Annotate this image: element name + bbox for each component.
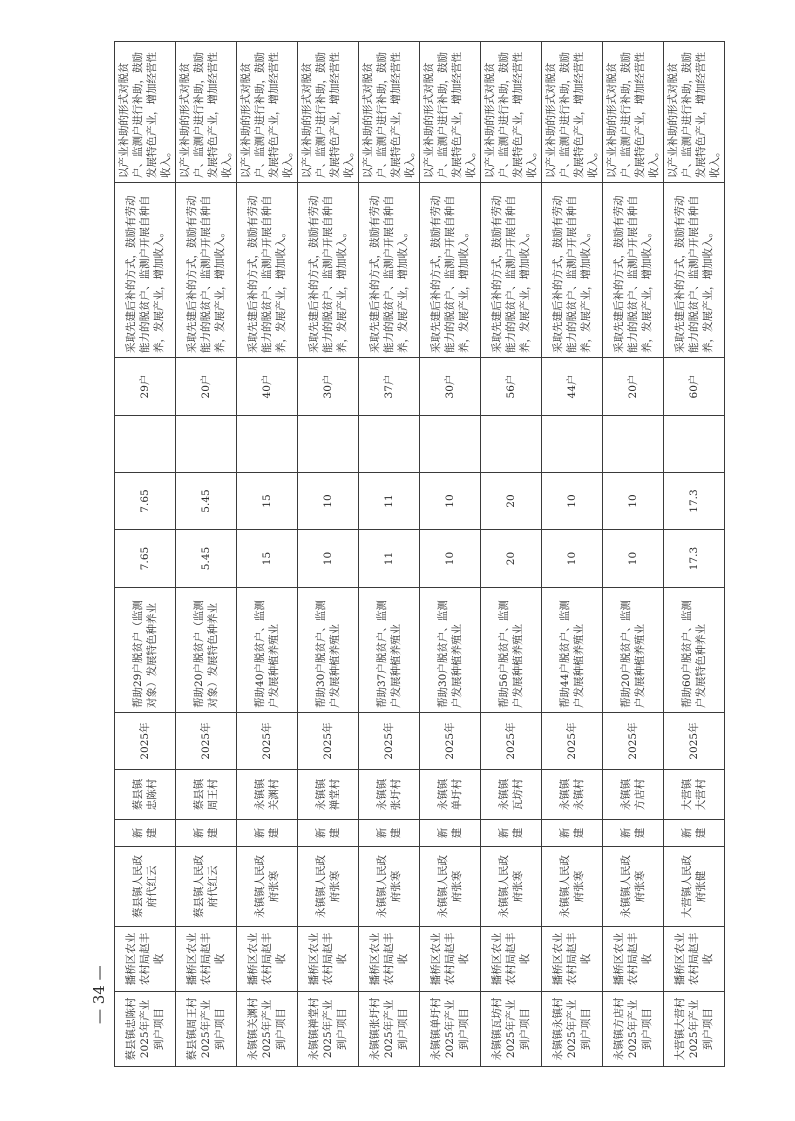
cell-content: 帮助20户脱贫户、监测户发展种植养殖业 <box>603 588 664 713</box>
cell-fund: 15 <box>237 473 298 530</box>
cell-content: 帮助20户脱贫户（监测对象）发展特色种养业 <box>176 588 237 713</box>
cell-type: 新建 <box>542 820 603 847</box>
cell-type: 新建 <box>298 820 359 847</box>
cell-unit: 永镇镇人民政府张寒 <box>237 847 298 927</box>
cell-year: 2025年 <box>176 713 237 770</box>
cell-location: 永镇镇瓦坊村 <box>481 770 542 820</box>
cell-fund: 10 <box>603 473 664 530</box>
cell-goal: 以产业补助的形式对脱贫户、监测户进行补助，鼓励发展特色产业，增加经营性收入。 <box>359 42 420 183</box>
cell-other <box>603 416 664 473</box>
cell-year: 2025年 <box>603 713 664 770</box>
cell-project: 大营镇大营村2025年产业到户项目 <box>664 992 725 1067</box>
cell-project: 永镇镇永镇村2025年产业到户项目 <box>542 992 603 1067</box>
cell-mechanism: 采取先建后补的方式，鼓励有劳动能力的脱贫户、监测户开展自种自养，发展产业，增加收入。 <box>359 183 420 358</box>
cell-households: 20户 <box>603 358 664 416</box>
cell-fund: 5.45 <box>176 473 237 530</box>
cell-dept: 播桥区农业农村局赵丰收 <box>603 927 664 992</box>
cell-dept: 播桥区农业农村局赵丰收 <box>664 927 725 992</box>
cell-type: 新建 <box>664 820 725 847</box>
cell-households: 29户 <box>115 358 176 416</box>
cell-households: 40户 <box>237 358 298 416</box>
cell-goal: 以产业补助的形式对脱贫户、监测户进行补助，鼓励发展特色产业，增加经营性收入。 <box>542 42 603 183</box>
cell-households: 37户 <box>359 358 420 416</box>
cell-total: 7.65 <box>115 530 176 588</box>
cell-type: 新建 <box>237 820 298 847</box>
cell-dept: 播桥区农业农村局赵丰收 <box>115 927 176 992</box>
cell-content: 帮助30户脱贫户、监测户发展种植养殖业 <box>420 588 481 713</box>
table-row <box>603 42 664 1067</box>
cell-mechanism: 采取先建后补的方式，鼓励有劳动能力的脱贫户、监测户开展自种自养，发展产业，增加收入。 <box>237 183 298 358</box>
cell-other <box>115 416 176 473</box>
cell-mechanism: 采取先建后补的方式，鼓励有劳动能力的脱贫户、监测户开展自种自养，发展产业，增加收入。 <box>176 183 237 358</box>
cell-mechanism: 采取先建后补的方式，鼓励有劳动能力的脱贫户、监测户开展自种自养，发展产业，增加收入。 <box>420 183 481 358</box>
table-body <box>115 42 725 1067</box>
cell-type: 新建 <box>176 820 237 847</box>
cell-year: 2025年 <box>542 713 603 770</box>
cell-unit: 永镇镇人民政府张寒 <box>359 847 420 927</box>
cell-dept: 播桥区农业农村局赵丰收 <box>176 927 237 992</box>
cell-other <box>542 416 603 473</box>
cell-households: 56户 <box>481 358 542 416</box>
cell-project: 永镇镇方店村2025年产业到户项目 <box>603 992 664 1067</box>
table-row <box>542 42 603 1067</box>
cell-total: 10 <box>420 530 481 588</box>
cell-total: 5.45 <box>176 530 237 588</box>
cell-fund: 10 <box>542 473 603 530</box>
table-row <box>237 42 298 1067</box>
project-table <box>114 41 725 1067</box>
cell-mechanism: 采取先建后补的方式，鼓励有劳动能力的脱贫户、监测户开展自种自养，发展产业，增加收入。 <box>542 183 603 358</box>
cell-other <box>237 416 298 473</box>
cell-total: 11 <box>359 530 420 588</box>
cell-households: 30户 <box>298 358 359 416</box>
cell-fund: 10 <box>298 473 359 530</box>
cell-other <box>420 416 481 473</box>
cell-content: 帮助37户脱贫户、监测户发展种植养殖业 <box>359 588 420 713</box>
cell-location: 永镇镇永镇村 <box>542 770 603 820</box>
cell-fund: 7.65 <box>115 473 176 530</box>
cell-dept: 播桥区农业农村局赵丰收 <box>420 927 481 992</box>
cell-other <box>298 416 359 473</box>
cell-unit: 永镇镇人民政府张寒 <box>481 847 542 927</box>
cell-dept: 播桥区农业农村局赵丰收 <box>237 927 298 992</box>
cell-goal: 以产业补助的形式对脱贫户、监测户进行补助，鼓励发展特色产业，增加经营性收入。 <box>603 42 664 183</box>
cell-other <box>176 416 237 473</box>
cell-dept: 播桥区农业农村局赵丰收 <box>298 927 359 992</box>
cell-location: 永镇镇方店村 <box>603 770 664 820</box>
cell-goal: 以产业补助的形式对脱贫户、监测户进行补助，鼓励发展特色产业，增加经营性收入。 <box>176 42 237 183</box>
cell-location: 蔡县镇忠陈村 <box>115 770 176 820</box>
cell-project: 永镇镇关渊村2025年产业到户项目 <box>237 992 298 1067</box>
cell-dept: 播桥区农业农村局赵丰收 <box>359 927 420 992</box>
cell-content: 帮助30户脱贫户、监测户发展种植养殖业 <box>298 588 359 713</box>
cell-project: 永镇镇瓦坊村2025年产业到户项目 <box>481 992 542 1067</box>
page-number: — 34 — <box>90 965 108 1025</box>
cell-households: 30户 <box>420 358 481 416</box>
cell-total: 10 <box>298 530 359 588</box>
cell-type: 新建 <box>359 820 420 847</box>
table-row <box>664 42 725 1067</box>
cell-location: 永镇镇单圩村 <box>420 770 481 820</box>
cell-type: 新建 <box>420 820 481 847</box>
cell-unit: 永镇镇人民政府张寒 <box>420 847 481 927</box>
cell-type: 新建 <box>115 820 176 847</box>
cell-content: 帮助60户脱贫户、监测户发展特色种养业 <box>664 588 725 713</box>
cell-total: 15 <box>237 530 298 588</box>
cell-content: 帮助29户脱贫户（监测对象）发展特色种养业 <box>115 588 176 713</box>
cell-location: 大营镇大营村 <box>664 770 725 820</box>
cell-mechanism: 采取先建后补的方式，鼓励有劳动能力的脱贫户、监测户开展自种自养，发展产业，增加收入。 <box>298 183 359 358</box>
cell-unit: 蔡县镇人民政府代红云 <box>176 847 237 927</box>
cell-fund: 10 <box>420 473 481 530</box>
cell-total: 10 <box>603 530 664 588</box>
cell-goal: 以产业补助的形式对脱贫户、监测户进行补助，鼓励发展特色产业，增加经营性收入。 <box>481 42 542 183</box>
cell-total: 20 <box>481 530 542 588</box>
table-row <box>115 42 176 1067</box>
cell-other <box>359 416 420 473</box>
cell-year: 2025年 <box>115 713 176 770</box>
cell-content: 帮助40户脱贫户、监测户发展种植养殖业 <box>237 588 298 713</box>
cell-unit: 永镇镇人民政府张寒 <box>542 847 603 927</box>
cell-fund: 11 <box>359 473 420 530</box>
cell-year: 2025年 <box>481 713 542 770</box>
cell-content: 帮助56户脱贫户、监测户发展种植养殖业 <box>481 588 542 713</box>
cell-total: 17.3 <box>664 530 725 588</box>
cell-type: 新建 <box>603 820 664 847</box>
cell-project: 蔡县镇忠陈村2025年产业到户项目 <box>115 992 176 1067</box>
cell-households: 60户 <box>664 358 725 416</box>
cell-location: 永镇镇禅堂村 <box>298 770 359 820</box>
rotated-table-container <box>114 42 721 1067</box>
table-row <box>176 42 237 1067</box>
cell-mechanism: 采取先建后补的方式，鼓励有劳动能力的脱贫户、监测户开展自种自养，发展产业，增加收入。 <box>481 183 542 358</box>
cell-goal: 以产业补助的形式对脱贫户、监测户进行补助，鼓励发展特色产业，增加经营性收入。 <box>298 42 359 183</box>
cell-goal: 以产业补助的形式对脱贫户、监测户进行补助，鼓励发展特色产业，增加经营性收入。 <box>664 42 725 183</box>
cell-location: 蔡县镇周王村 <box>176 770 237 820</box>
cell-mechanism: 采取先建后补的方式，鼓励有劳动能力的脱贫户、监测户开展自种自养，发展产业，增加收入。 <box>603 183 664 358</box>
cell-unit: 大营镇人民政府张健 <box>664 847 725 927</box>
cell-goal: 以产业补助的形式对脱贫户、监测户进行补助，鼓励发展特色产业，增加经营性收入。 <box>237 42 298 183</box>
cell-goal: 以产业补助的形式对脱贫户、监测户进行补助，鼓励发展特色产业，增加经营性收入。 <box>115 42 176 183</box>
cell-unit: 蔡县镇人民政府代红云 <box>115 847 176 927</box>
cell-year: 2025年 <box>420 713 481 770</box>
cell-other <box>481 416 542 473</box>
table-row <box>298 42 359 1067</box>
cell-location: 永镇镇张圩村 <box>359 770 420 820</box>
cell-year: 2025年 <box>664 713 725 770</box>
table-row <box>481 42 542 1067</box>
cell-project: 蔡县镇周王村2025年产业到户项目 <box>176 992 237 1067</box>
cell-type: 新建 <box>481 820 542 847</box>
cell-year: 2025年 <box>359 713 420 770</box>
cell-mechanism: 采取先建后补的方式，鼓励有劳动能力的脱贫户、监测户开展自种自养，发展产业，增加收入。 <box>115 183 176 358</box>
table-row <box>420 42 481 1067</box>
cell-mechanism: 采取先建后补的方式，鼓励有劳动能力的脱贫户、监测户开展自种自养，发展产业，增加收入。 <box>664 183 725 358</box>
cell-dept: 播桥区农业农村局赵丰收 <box>481 927 542 992</box>
cell-other <box>664 416 725 473</box>
cell-project: 永镇镇禅堂村2025年产业到户项目 <box>298 992 359 1067</box>
table-row <box>359 42 420 1067</box>
cell-unit: 永镇镇人民政府张寒 <box>298 847 359 927</box>
cell-households: 44户 <box>542 358 603 416</box>
cell-year: 2025年 <box>237 713 298 770</box>
cell-households: 20户 <box>176 358 237 416</box>
cell-fund: 20 <box>481 473 542 530</box>
cell-total: 10 <box>542 530 603 588</box>
cell-project: 永镇镇单圩村2025年产业到户项目 <box>420 992 481 1067</box>
cell-location: 永镇镇关渊村 <box>237 770 298 820</box>
cell-content: 帮助44户脱贫户、监测户发展种植养殖业 <box>542 588 603 713</box>
cell-goal: 以产业补助的形式对脱贫户、监测户进行补助，鼓励发展特色产业，增加经营性收入。 <box>420 42 481 183</box>
cell-unit: 永镇镇人民政府张寒 <box>603 847 664 927</box>
cell-dept: 播桥区农业农村局赵丰收 <box>542 927 603 992</box>
cell-project: 永镇镇张圩村2025年产业到户项目 <box>359 992 420 1067</box>
cell-fund: 17.3 <box>664 473 725 530</box>
cell-year: 2025年 <box>298 713 359 770</box>
